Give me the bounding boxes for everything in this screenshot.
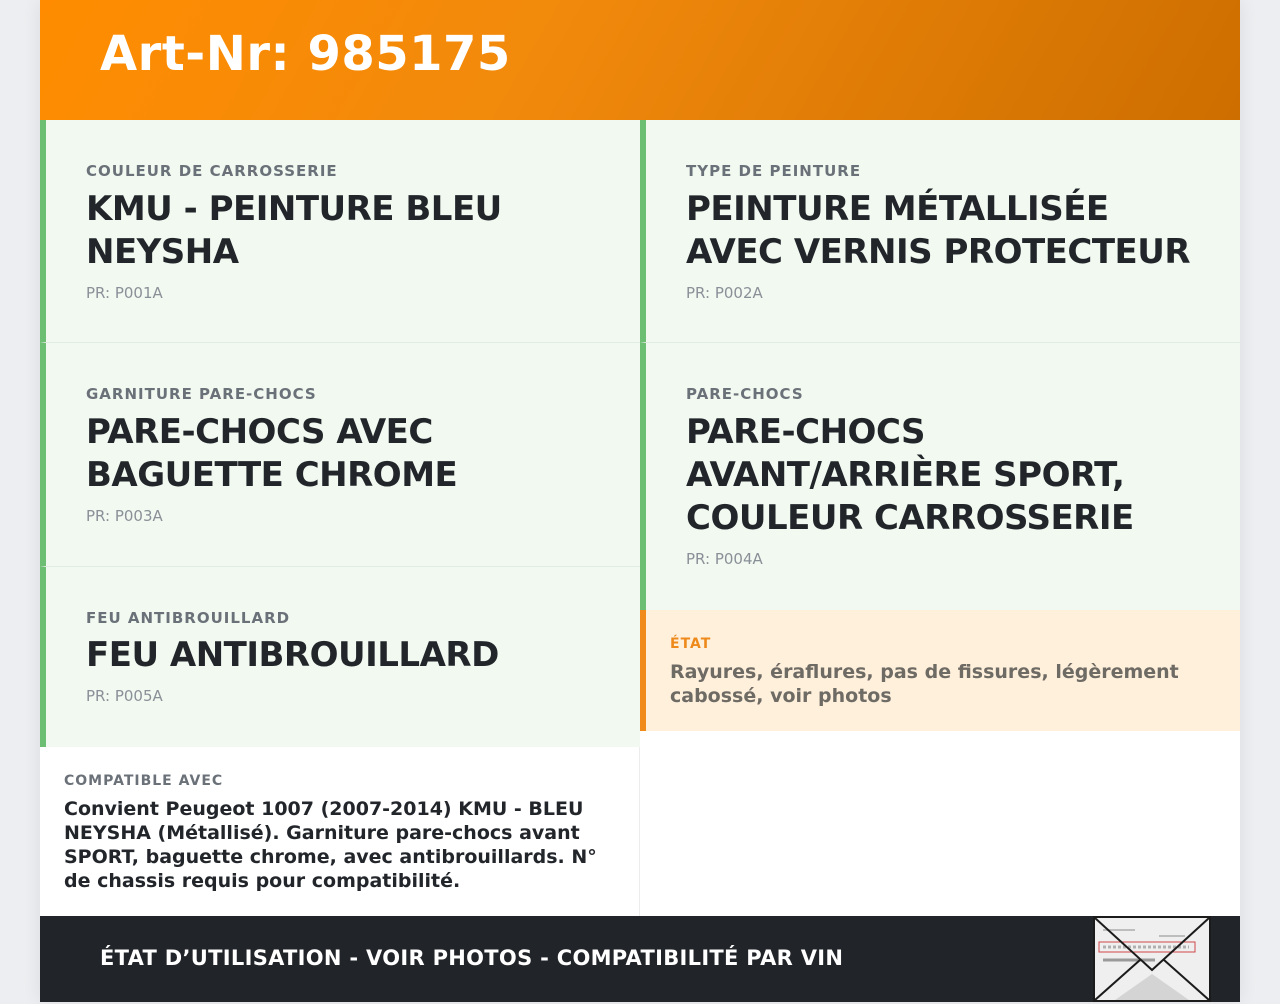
spec-label: TYPE DE PEINTURE	[686, 162, 862, 180]
spec-card-paint-type	[640, 120, 1240, 343]
spec-value: PARE-CHOCS AVEC BAGUETTE CHROME	[86, 412, 458, 495]
vin-plate-thumbnail-graphic	[1095, 918, 1209, 1000]
spec-label: PARE-CHOCS	[686, 385, 804, 403]
spec-label: GARNITURE PARE-CHOCS	[86, 385, 317, 403]
condition-box	[640, 610, 1240, 731]
compatibility-box	[40, 747, 640, 916]
spec-label: COULEUR DE CARROSSERIE	[86, 162, 338, 180]
product-sheet	[40, 0, 1240, 1002]
spec-card-bumper-trim	[40, 343, 640, 567]
spec-label: FEU ANTIBROUILLARD	[86, 609, 291, 627]
article-number-title: Art-Nr: 985175	[100, 26, 511, 82]
spec-card-fog-light	[40, 567, 640, 747]
footer-text: ÉTAT D’UTILISATION - VOIR PHOTOS - COMPATIBILITÉ PAR VIN	[100, 946, 844, 970]
condition-text: Rayures, éraflures, pas de fissures, légèrement cabossé, voir photos	[670, 661, 1179, 707]
spec-pr-code: PR: P004A	[686, 550, 763, 568]
spec-value: PEINTURE MÉTALLISÉE AVEC VERNIS PROTECTEUR	[686, 189, 1191, 272]
compatibility-label: COMPATIBLE AVEC	[64, 773, 224, 789]
spec-card-body-color	[40, 120, 640, 343]
spec-pr-code: PR: P005A	[86, 687, 163, 705]
compatibility-text: Convient Peugeot 1007 (2007-2014) KMU - BLEU NEYSHA (Métallisé). Garniture pare-chocs avant SPORT, baguette chrome, avec antibrouillards. N° de chassis requis pour compatibilité.	[64, 798, 597, 892]
spec-pr-code: PR: P003A	[86, 507, 163, 525]
spec-value: PARE-CHOCS AVANT/ARRIÈRE SPORT, COULEUR CARROSSERIE	[686, 412, 1134, 538]
header-bar	[40, 0, 1240, 120]
vin-plate-thumbnail-icon	[1093, 916, 1211, 1002]
spec-pr-code: PR: P001A	[86, 284, 163, 302]
spec-pr-code: PR: P002A	[686, 284, 763, 302]
spec-value: KMU - PEINTURE BLEU NEYSHA	[86, 189, 502, 272]
spec-card-bumper	[640, 343, 1240, 610]
spec-value: FEU ANTIBROUILLARD	[86, 635, 499, 675]
footer-bar	[40, 916, 1240, 1002]
condition-label: ÉTAT	[670, 636, 712, 652]
